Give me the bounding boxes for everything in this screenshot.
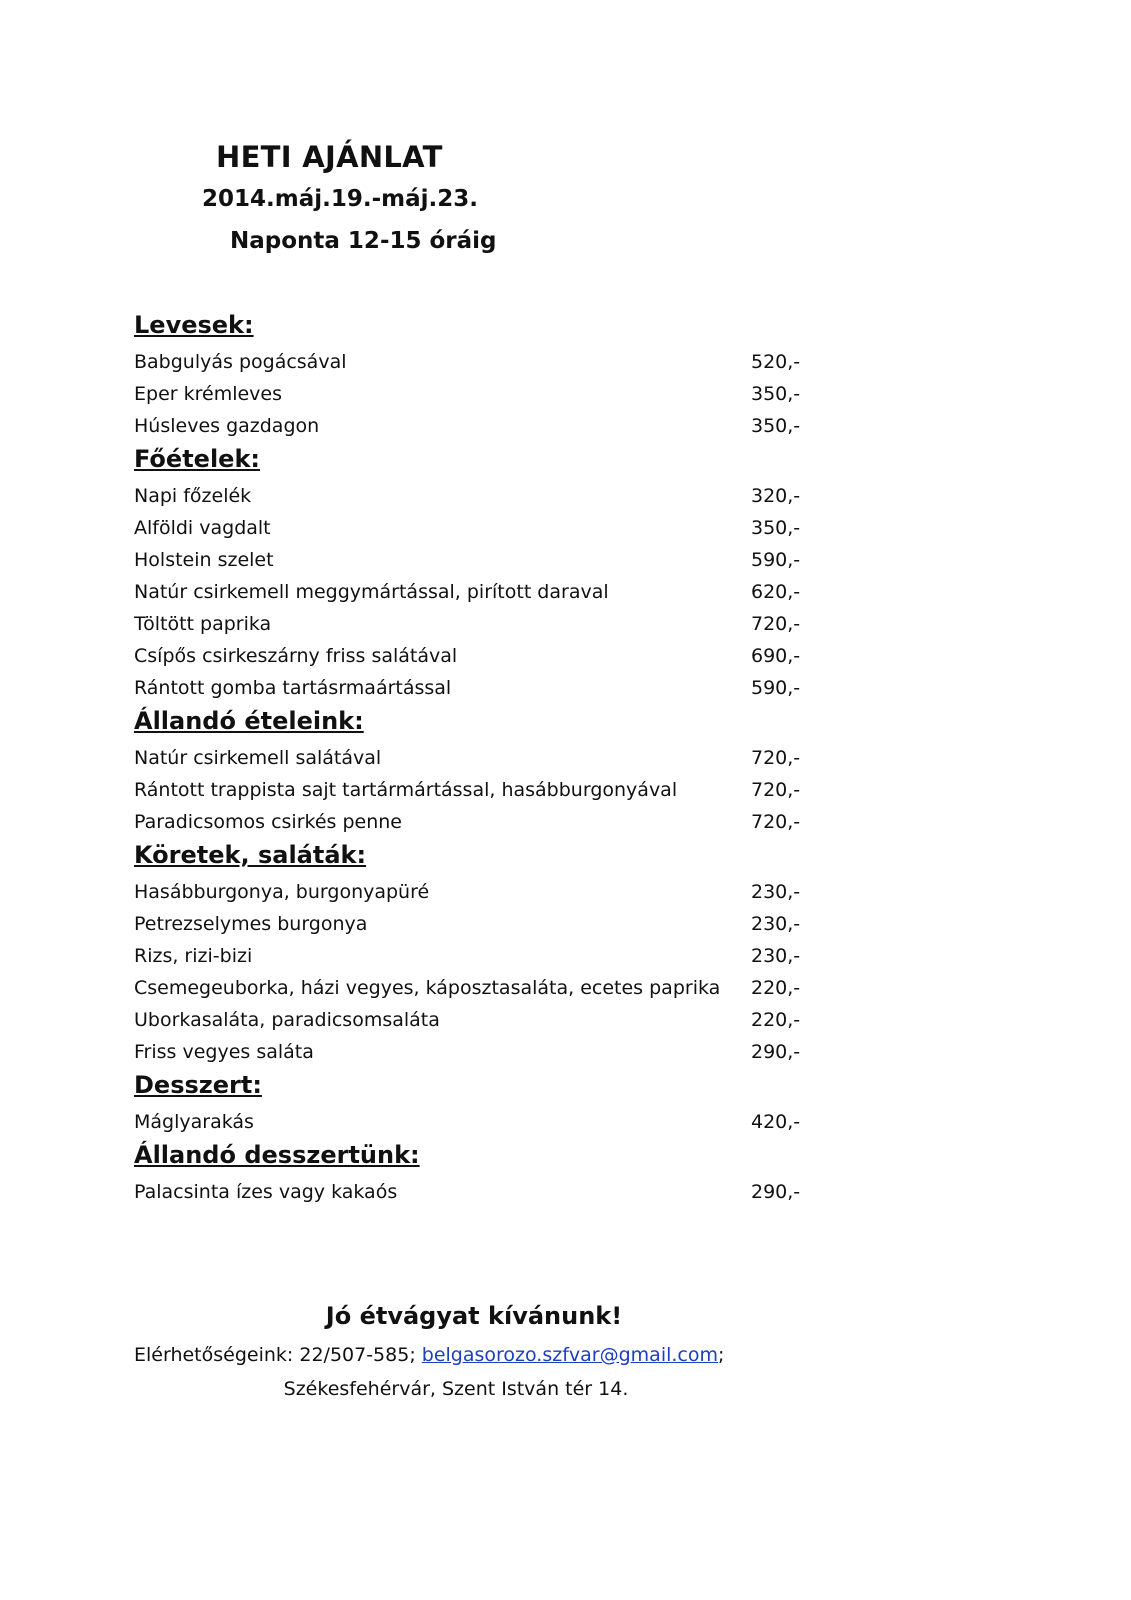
- item-price: 220,-: [751, 1009, 801, 1031]
- item-name: Rizs, rizi-bizi: [134, 945, 253, 967]
- menu-item: [134, 378, 799, 410]
- item-price: 590,-: [751, 549, 801, 571]
- item-price: 420,-: [751, 1111, 801, 1133]
- section-heading: Állandó desszertünk:: [134, 1141, 420, 1169]
- item-name: Palacsinta ízes vagy kakaós: [134, 1181, 398, 1203]
- menu-section-dessert: [134, 1068, 799, 1138]
- item-name: Eper krémleves: [134, 383, 283, 405]
- section-heading: Állandó ételeink:: [134, 707, 364, 735]
- menu-item: [134, 908, 799, 940]
- menu-item: [134, 640, 799, 672]
- item-name: Petrezselymes burgonya: [134, 913, 368, 935]
- menu-item: [134, 1036, 799, 1068]
- menu-section-sides-salads: [134, 838, 799, 1068]
- item-name: Hasábburgonya, burgonyapüré: [134, 881, 430, 903]
- item-name: Csemegeuborka, házi vegyes, káposztasaláta, ecetes paprika: [134, 977, 721, 999]
- item-price: 620,-: [751, 581, 801, 603]
- item-price: 290,-: [751, 1041, 801, 1063]
- closing-greeting: Jó étvágyat kívánunk!: [325, 1302, 623, 1330]
- menu-section-soups: [134, 308, 799, 442]
- item-price: 720,-: [751, 779, 801, 801]
- menu-item: [134, 480, 799, 512]
- item-price: 720,-: [751, 811, 801, 833]
- menu-section-main-courses: [134, 442, 799, 704]
- item-name: Napi főzelék: [134, 485, 252, 507]
- contact-suffix: ;: [718, 1344, 725, 1366]
- item-name: Holstein szelet: [134, 549, 274, 571]
- menu-item: [134, 672, 799, 704]
- section-heading: Főételek:: [134, 445, 260, 473]
- menu-section-permanent-dessert: [134, 1138, 799, 1208]
- item-name: Húsleves gazdagon: [134, 415, 320, 437]
- menu-item: [134, 742, 799, 774]
- menu-item: [134, 1004, 799, 1036]
- menu-item: [134, 1176, 799, 1208]
- item-price: 230,-: [751, 913, 801, 935]
- item-name: Natúr csirkemell meggymártással, pirított daraval: [134, 581, 609, 603]
- item-price: 220,-: [751, 977, 801, 999]
- item-name: Alföldi vagdalt: [134, 517, 271, 539]
- item-name: Babgulyás pogácsával: [134, 351, 347, 373]
- item-price: 320,-: [751, 485, 801, 507]
- item-name: Töltött paprika: [134, 613, 272, 635]
- item-price: 720,-: [751, 613, 801, 635]
- email-link[interactable]: belgasorozo.szfvar@gmail.com: [421, 1344, 718, 1366]
- item-price: 350,-: [751, 415, 801, 437]
- menu-item: [134, 1106, 799, 1138]
- menu-section-permanent-dishes: [134, 704, 799, 838]
- contact-phone: Elérhetőségeink: 22/507-585;: [134, 1344, 422, 1366]
- item-name: Csípős csirkeszárny friss salátával: [134, 645, 458, 667]
- menu-item: [134, 512, 799, 544]
- item-price: 690,-: [751, 645, 801, 667]
- menu-item: [134, 346, 799, 378]
- section-heading: Köretek, saláták:: [134, 841, 367, 869]
- item-name: Rántott gomba tartásrmaártással: [134, 677, 452, 699]
- item-price: 720,-: [751, 747, 801, 769]
- item-price: 230,-: [751, 881, 801, 903]
- menu-item: [134, 576, 799, 608]
- menu-item: [134, 940, 799, 972]
- menu-item: [134, 608, 799, 640]
- section-heading: Levesek:: [134, 311, 254, 339]
- item-price: 590,-: [751, 677, 801, 699]
- menu-item: [134, 972, 799, 1004]
- item-price: 350,-: [751, 517, 801, 539]
- address: Székesfehérvár, Szent István tér 14.: [283, 1378, 629, 1400]
- menu-item: [134, 544, 799, 576]
- item-name: Uborkasaláta, paradicsomsaláta: [134, 1009, 440, 1031]
- menu-list: [134, 308, 799, 1208]
- menu-item: [134, 806, 799, 838]
- item-price: 230,-: [751, 945, 801, 967]
- date-range: 2014.máj.19.-máj.23.: [202, 186, 478, 212]
- menu-item: [134, 410, 799, 442]
- menu-item: [134, 876, 799, 908]
- item-name: Máglyarakás: [134, 1111, 254, 1133]
- item-name: Rántott trappista sajt tartármártással, hasábburgonyával: [134, 779, 678, 801]
- item-name: Natúr csirkemell salátával: [134, 747, 382, 769]
- page-title: HETI AJÁNLAT: [216, 140, 443, 174]
- section-heading: Desszert:: [134, 1071, 262, 1099]
- item-price: 520,-: [751, 351, 801, 373]
- menu-item: [134, 774, 799, 806]
- item-name: Paradicsomos csirkés penne: [134, 811, 402, 833]
- item-name: Friss vegyes saláta: [134, 1041, 314, 1063]
- contact-line: [134, 1344, 724, 1366]
- serving-hours: Naponta 12-15 óráig: [230, 228, 497, 254]
- item-price: 290,-: [751, 1181, 801, 1203]
- item-price: 350,-: [751, 383, 801, 405]
